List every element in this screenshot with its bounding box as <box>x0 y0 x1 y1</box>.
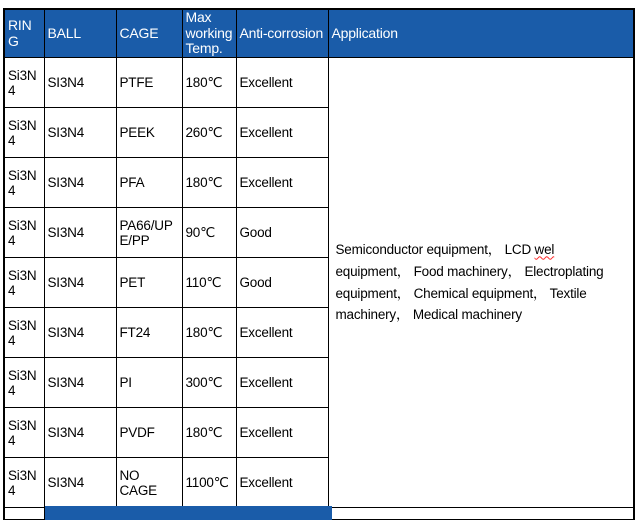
cell-cage: PI <box>116 358 182 408</box>
header-cage: CAGE <box>116 9 182 58</box>
cell-ball: SI3N4 <box>44 158 116 208</box>
cell-max-temp: 180℃ <box>182 158 236 208</box>
cell-ring: Si3N4 <box>4 158 44 208</box>
cell-ball: SI3N4 <box>44 58 116 108</box>
header-ball: BALL <box>44 9 116 58</box>
cell-ball: SI3N4 <box>44 108 116 158</box>
cell-cage: PFA <box>116 158 182 208</box>
cell-anti-corrosion: Excellent <box>236 158 328 208</box>
cell-ball: SI3N4 <box>44 358 116 408</box>
cell-max-temp: 180℃ <box>182 308 236 358</box>
empty-cell <box>328 508 634 520</box>
cell-ring: Si3N4 <box>4 308 44 358</box>
cell-cage: FT24 <box>116 308 182 358</box>
cell-cage: NO CAGE <box>116 458 182 508</box>
header-ring: RING <box>4 9 44 58</box>
next-table-header-peek <box>45 506 332 520</box>
header-application: Application <box>328 9 634 58</box>
cell-cage: PET <box>116 258 182 308</box>
header-anti-corrosion: Anti-corrosion <box>236 9 328 58</box>
cell-anti-corrosion: Excellent <box>236 308 328 358</box>
application-text-before: Semiconductor equipment， LCD <box>335 242 535 258</box>
cell-ball: SI3N4 <box>44 258 116 308</box>
cell-cage: PEEK <box>116 108 182 158</box>
cell-ball: SI3N4 <box>44 208 116 258</box>
cell-max-temp: 260℃ <box>182 108 236 158</box>
cell-ring: Si3N4 <box>4 358 44 408</box>
cell-cage: PTFE <box>116 58 182 108</box>
table-row <box>4 58 634 108</box>
empty-cell <box>4 508 44 520</box>
cell-max-temp: 180℃ <box>182 408 236 458</box>
cell-ball: SI3N4 <box>44 408 116 458</box>
bearing-materials-table <box>3 8 635 520</box>
cell-cage: PA66/UPE/PP <box>116 208 182 258</box>
table-header-row <box>4 9 634 58</box>
cell-anti-corrosion: Excellent <box>236 408 328 458</box>
cell-application <box>328 58 634 508</box>
cell-ball: SI3N4 <box>44 308 116 358</box>
cell-ring: Si3N4 <box>4 58 44 108</box>
cell-anti-corrosion: Good <box>236 208 328 258</box>
cell-ball: SI3N4 <box>44 458 116 508</box>
cell-anti-corrosion: Excellent <box>236 108 328 158</box>
cell-ring: Si3N4 <box>4 458 44 508</box>
cell-ring: Si3N4 <box>4 208 44 258</box>
cell-max-temp: 110℃ <box>182 258 236 308</box>
cell-anti-corrosion: Excellent <box>236 458 328 508</box>
cell-ring: Si3N4 <box>4 108 44 158</box>
cell-max-temp: 90℃ <box>182 208 236 258</box>
cell-max-temp: 1100℃ <box>182 458 236 508</box>
cell-ring: Si3N4 <box>4 408 44 458</box>
application-misspelled-word: wel <box>534 242 555 258</box>
cell-anti-corrosion: Excellent <box>236 358 328 408</box>
application-text-after: equipment， Food machinery， Electroplating equipment， Chemical equipment， Textile machinery， Medical machinery <box>335 263 604 323</box>
cell-anti-corrosion: Excellent <box>236 58 328 108</box>
cell-ring: Si3N4 <box>4 258 44 308</box>
cell-cage: PVDF <box>116 408 182 458</box>
cell-max-temp: 300℃ <box>182 358 236 408</box>
header-max-temp: Max working Temp. <box>182 9 236 58</box>
cell-anti-corrosion: Good <box>236 258 328 308</box>
cell-max-temp: 180℃ <box>182 58 236 108</box>
